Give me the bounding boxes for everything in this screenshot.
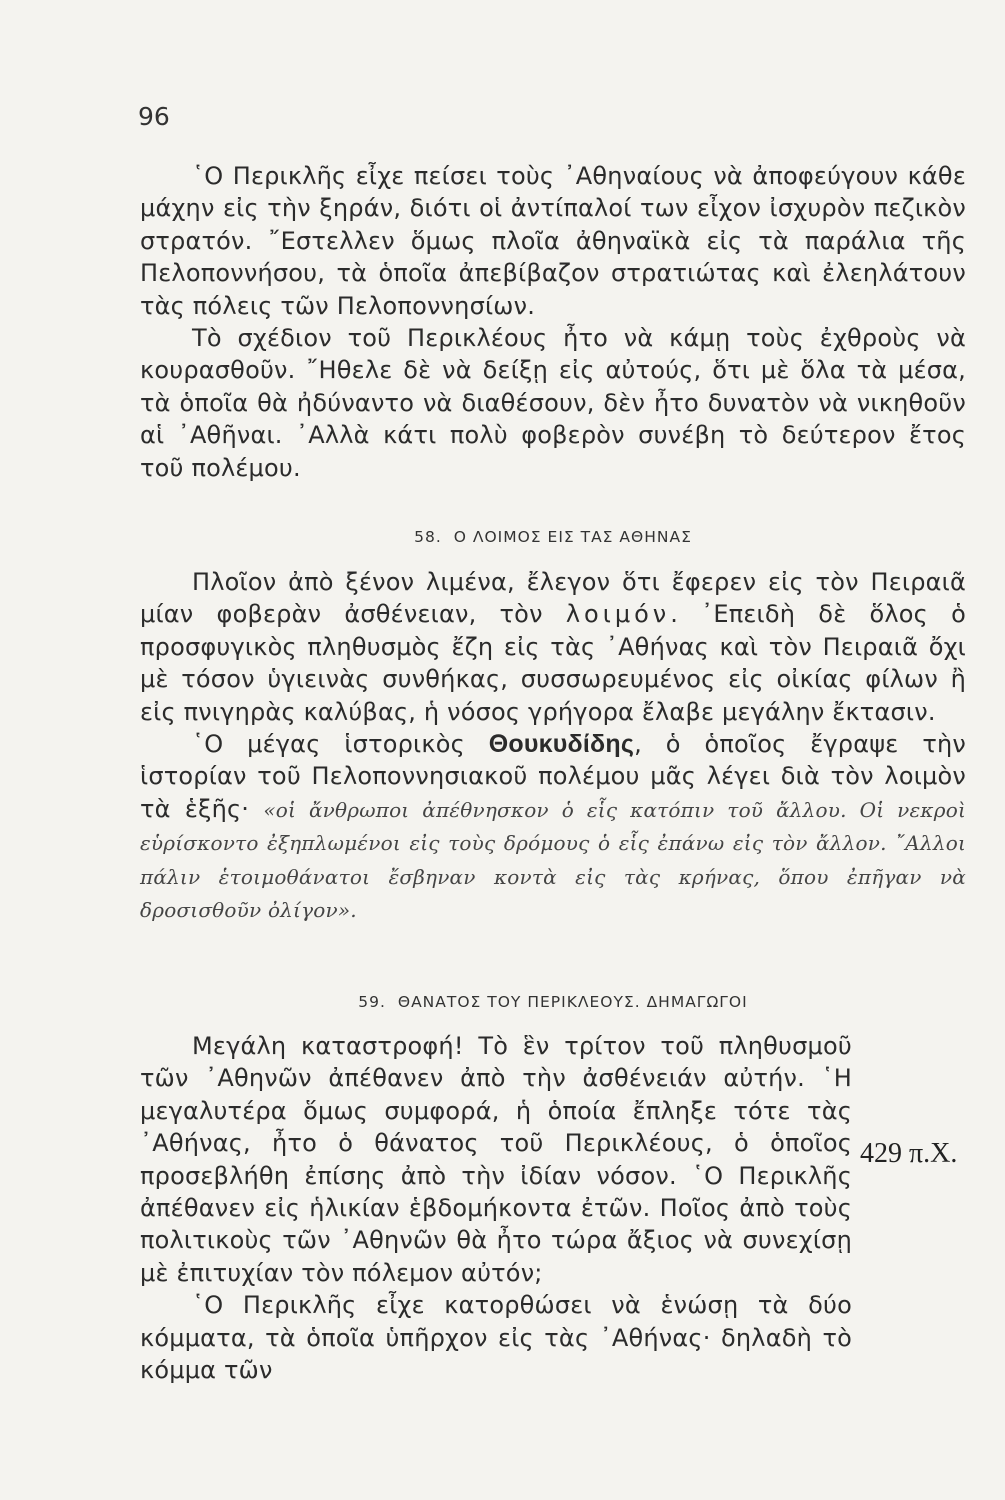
heading-number: 59. <box>358 993 386 1011</box>
paragraph: ῾Ο μέγας ἱστορικὸς Θουκυδίδης, ὁ ὁποῖος ἔγραψε τὴν ἱστορίαν τοῦ Πελοποννησιακοῦ πολέμου μᾶς λέγει διὰ τὸν λοιμὸν τὰ ἑξῆς· «οἱ ἄνθρωποι ἀπέθνησκον ὁ εἷς κατόπιν τοῦ ἄλλου. Οἱ νεκροὶ εὑρίσκοντο ἐξηπλωμένοι εἰς τοὺς δρόμους ὁ εἷς ἐπάνω εἰς τὸν ἄλλον. ῎Αλλοι πάλιν ἑτοιμοθάνατοι ἔσβηναν κοντὰ εἰς τὰς κρήνας, ὅπου ἐπῆγαν νὰ δροσισθοῦν ὀλίγον». <box>140 730 966 923</box>
heading-title: ΘΑΝΑΤΟΣ ΤΟΥ ΠΕΡΙΚΛΕΟΥΣ. ΔΗΜΑΓΩΓΟΙ <box>397 993 748 1011</box>
heading-number: 58. <box>414 528 442 546</box>
section-1-text <box>140 160 966 484</box>
section-59-text <box>140 1030 852 1386</box>
heading-title: Ο ΛΟΙΜΟΣ ΕΙΣ ΤΑΣ ΑΘΗΝΑΣ <box>453 528 692 546</box>
historian-name: Θουκυδίδης <box>488 730 635 759</box>
paragraph: ῾Ο Περικλῆς εἶχε πείσει τοὺς ᾿Αθηναίους νὰ ἀποφεύγουν κάθε μάχην εἰς τὴν ξηράν, διότι οἱ ἀντίπαλοί των εἶχον ἰσχυρὸν πεζικὸν στρατόν. ῎Εστελλεν ὅμως πλοῖα ἀθηναϊκὰ εἰς τὰ παράλια τῆς Πελοποννήσου, τὰ ὁποῖα ἀπεβίβαζον στρατιώτας καὶ ἐλεηλάτουν τὰς πόλεις τῶν Πελοποννησίων. <box>140 162 966 320</box>
section-heading-58 <box>140 528 966 546</box>
paragraph: Μεγάλη καταστροφή! Τὸ ἓν τρίτον τοῦ πληθυσμοῦ τῶν ᾿Αθηνῶν ἀπέθανεν ἀπὸ τὴν ἀσθένειάν αὐτήν. ῾Η μεγαλυτέρα ὅμως συμφορά, ἡ ὁποία ἔπληξε τότε τὰς ᾿Αθήνας, ἦτο ὁ θάνατος τοῦ Περικλέους, ὁ ὁποῖος προσεβλήθη ἐπίσης ἀπὸ τὴν ἰδίαν νόσον. ῾Ο Περικλῆς ἀπέθανεν εἰς ἡλικίαν ἑβδομήκοντα ἐτῶν. Ποῖος ἀπὸ τοὺς πολιτικοὺς τῶν ᾿Αθηνῶν θὰ ἦτο τώρα ἄξιος νὰ συνεχίσῃ μὲ ἐπιτυχίαν τὸν πόλεμον αὐτόν; <box>140 1032 852 1287</box>
page-number: 96 <box>138 102 170 131</box>
thucydides-quote: «οἱ ἄνθρωποι ἀπέθνησκον ὁ εἷς κατόπιν τοῦ ἄλλου. Οἱ νεκροὶ εὑρίσκοντο ἐξηπλωμένοι εἰς τοὺς δρόμους ὁ εἷς ἐπάνω εἰς τὸν ἄλλον. ῎Αλλοι πάλιν ἑτοιμοθάνατοι ἔσβηναν κοντὰ εἰς τὰς κρήνας, ὅπου ἐπῆγαν νὰ δροσισθοῦν ὀλίγον». <box>140 797 966 923</box>
paragraph: Πλοῖον ἀπὸ ξένον λιμένα, ἔλεγον ὅτι ἔφερεν εἰς τὸν Πειραιᾶ μίαν φοβερὰν ἀσθένειαν, τὸν λοιμόν. ᾿Επειδὴ δὲ ὅλος ὁ προσφυγικὸς πληθυσμὸς ἔζη εἰς τὰς ᾿Αθήνας καὶ τὸν Πειραιᾶ ὄχι μὲ τόσον ὑγιεινὰς συνθήκας, συσσωρευμένος εἰς οἰκίας φίλων ἢ εἰς πνιγηρὰς καλύβας, ἡ νόσος γρήγορα ἔλαβε μεγάλην ἔκτασιν. <box>140 568 966 726</box>
paragraph: Τὸ σχέδιον τοῦ Περικλέους ἦτο νὰ κάμῃ τοὺς ἐχθροὺς νὰ κουρασθοῦν. ῎Ηθελε δὲ νὰ δείξῃ εἰς αὐτούς, ὅτι μὲ ὅλα τὰ μέσα, τὰ ὁποῖα θὰ ἠδύναντο νὰ διαθέσουν, δὲν ἦτο δυνατὸν νὰ νικηθοῦν αἱ ᾿Αθῆναι. ᾿Αλλὰ κάτι πολὺ φοβερὸν συνέβη τὸ δεύτερον ἔτος τοῦ πολέμου. <box>140 324 966 482</box>
paragraph: ῾Ο Περικλῆς εἶχε κατορθώσει νὰ ἑνώσῃ τὰ δύο κόμματα, τὰ ὁποῖα ὑπῆρχον εἰς τὰς ᾿Αθήνας· δηλαδὴ τὸ κόμμα τῶν <box>140 1291 852 1385</box>
emphasized-word: λοιμόν <box>565 600 671 629</box>
section-58-text <box>140 566 966 926</box>
margin-date-note: 429 π.Χ. <box>860 1138 958 1169</box>
section-heading-59 <box>140 993 966 1011</box>
